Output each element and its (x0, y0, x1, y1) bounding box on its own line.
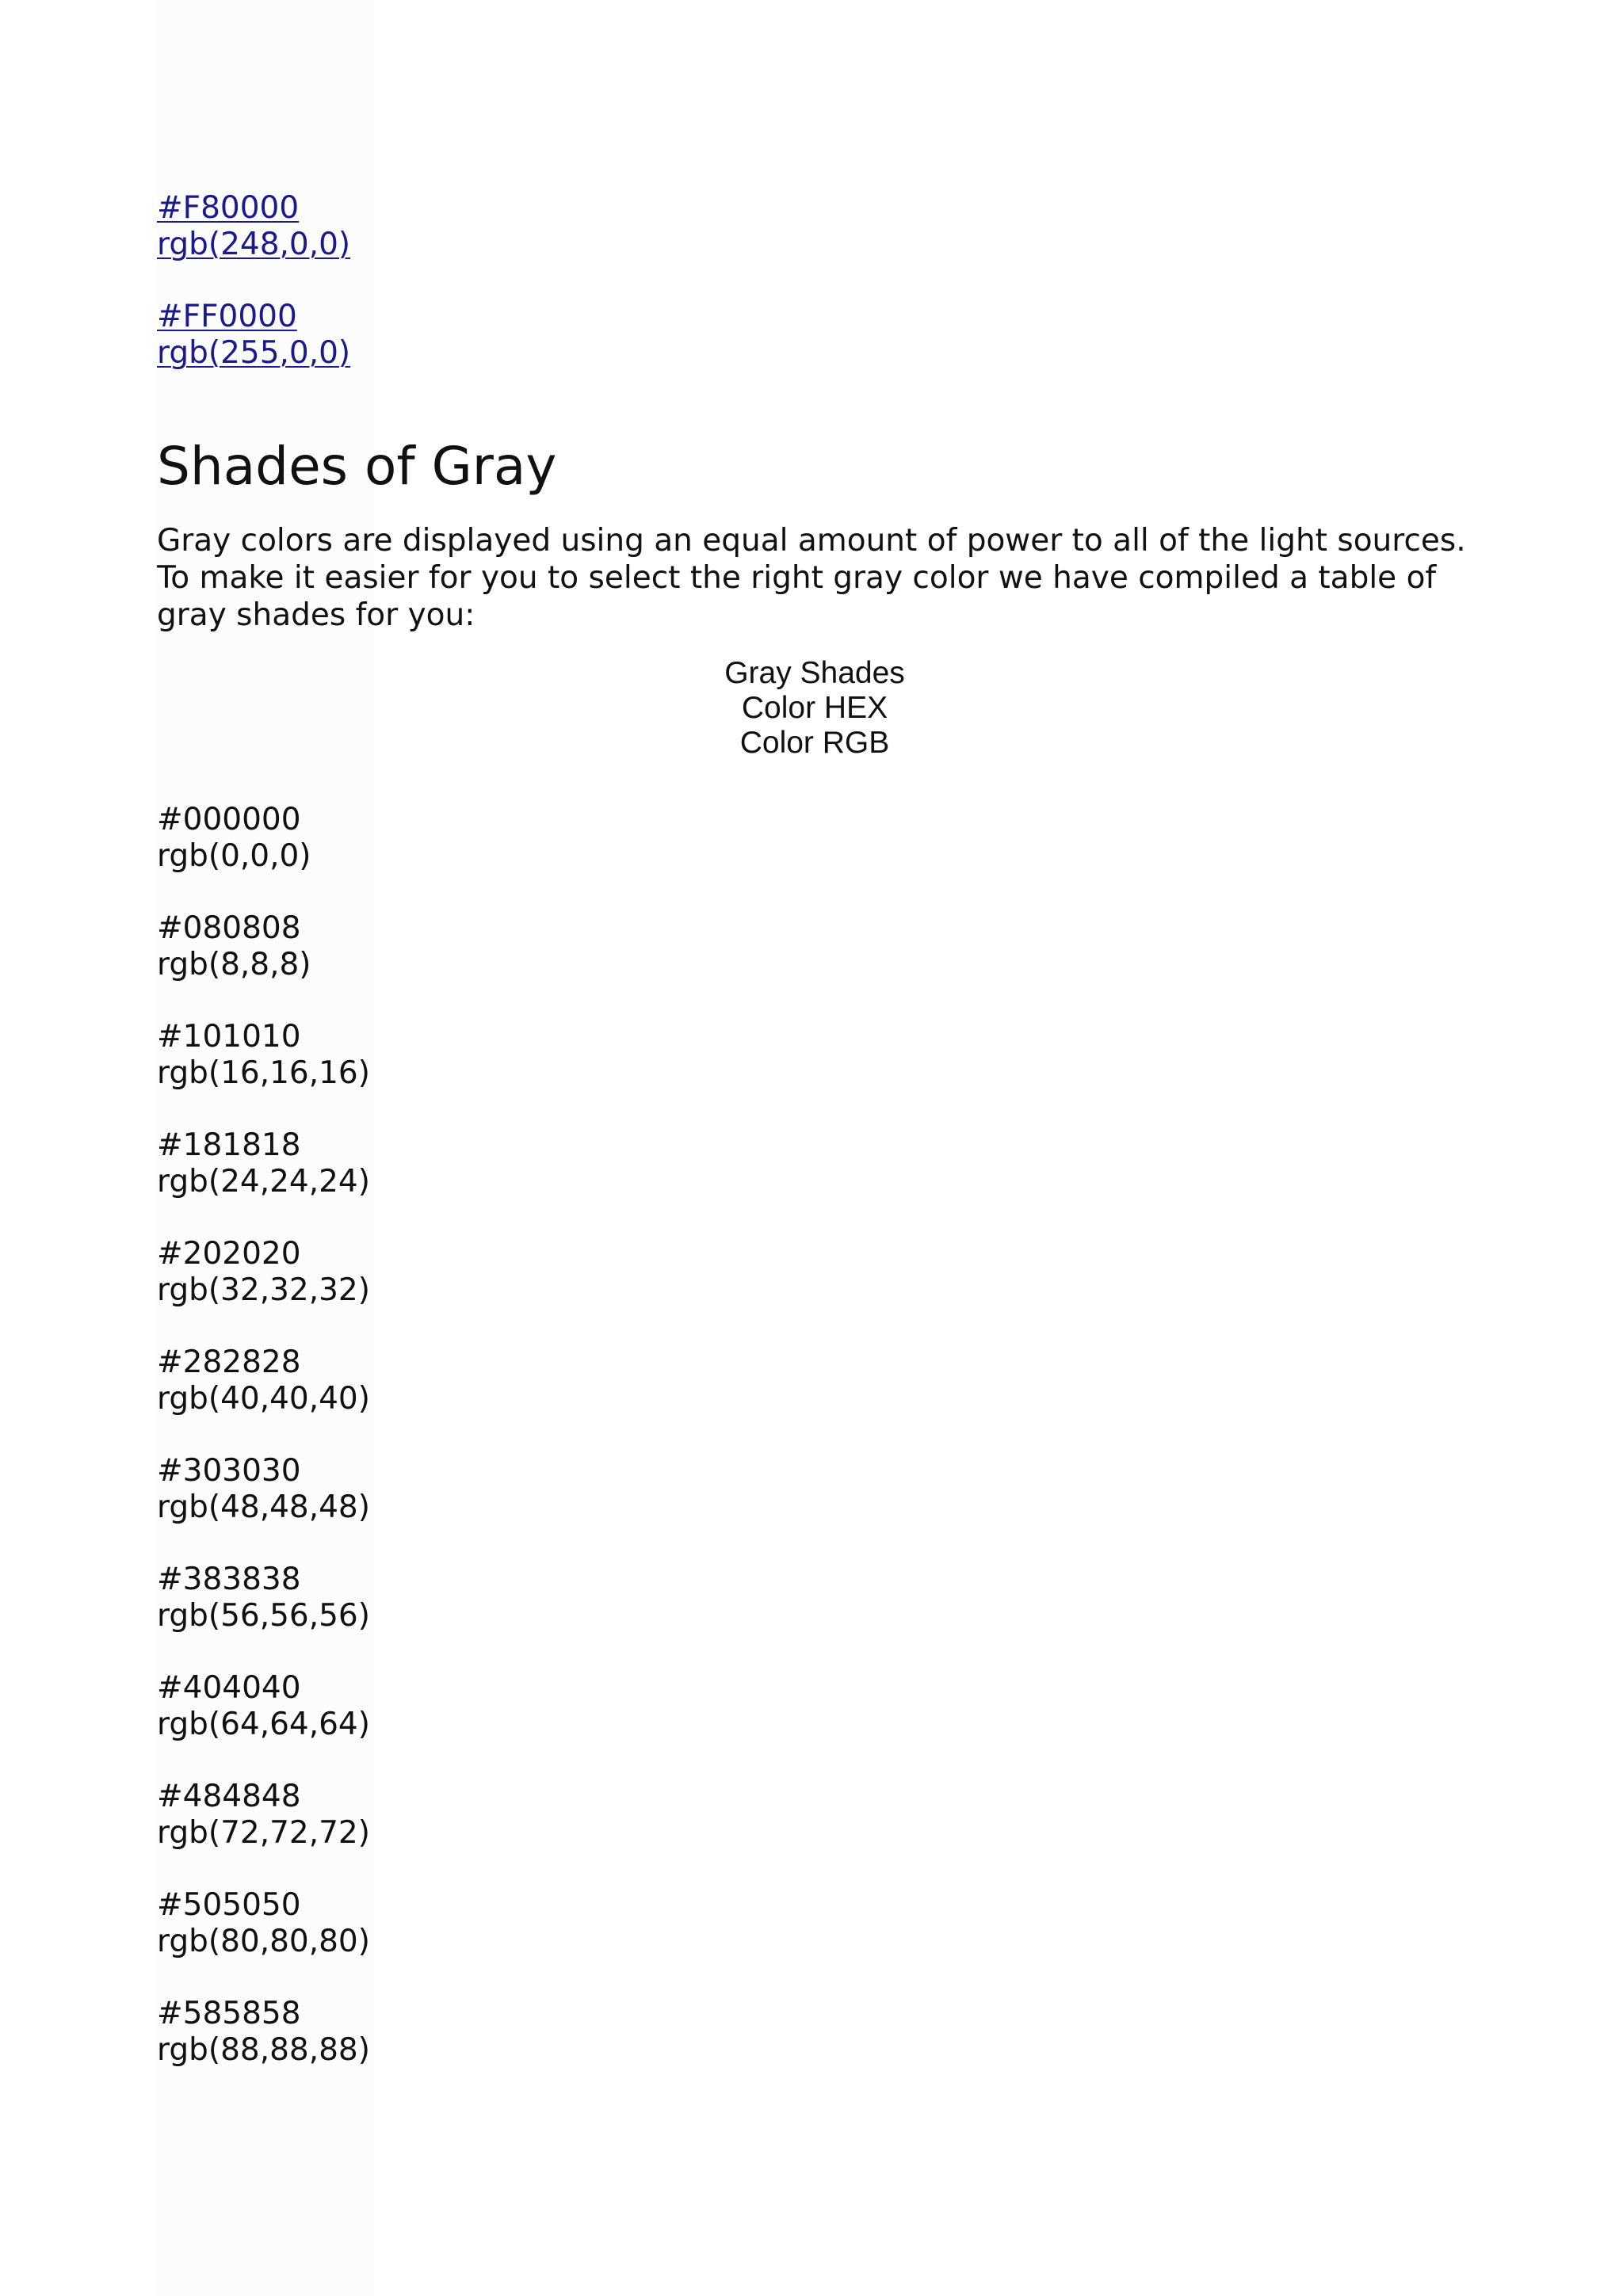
rgb-value: rgb(88,88,88) (157, 2032, 370, 2068)
red-color-entry (157, 190, 1472, 263)
column-header-hex: Color HEX (741, 691, 888, 725)
hex-value: #303030 (157, 1453, 301, 1489)
hex-value: #505050 (157, 1887, 301, 1923)
table-row (157, 1127, 1472, 1200)
rgb-value: rgb(40,40,40) (157, 1381, 370, 1417)
section-intro: Gray colors are displayed using an equal amount of power to all of the light sources. To make it easier for you to select the right gray color we have compiled a table of gray shades for you: (157, 523, 1466, 633)
table-caption: Gray Shades (724, 656, 905, 690)
hex-value: #404040 (157, 1670, 301, 1706)
rgb-value: rgb(48,48,48) (157, 1489, 370, 1525)
rgb-value: rgb(8,8,8) (157, 947, 311, 982)
hex-value: #000000 (157, 802, 301, 837)
rgb-value: rgb(16,16,16) (157, 1055, 370, 1091)
column-header-rgb: Color RGB (739, 726, 890, 760)
table-row (157, 910, 1472, 983)
hex-value: #181818 (157, 1127, 301, 1163)
page-content (157, 190, 1472, 2104)
hex-value: #282828 (157, 1344, 301, 1380)
rgb-value: rgb(24,24,24) (157, 1164, 370, 1199)
table-row (157, 1996, 1472, 2069)
rgb-value: rgb(32,32,32) (157, 1272, 370, 1308)
table-row (157, 1562, 1472, 1634)
gray-shades-list (157, 802, 1472, 2069)
table-row (157, 1236, 1472, 1309)
rgb-value: rgb(64,64,64) (157, 1707, 370, 1742)
gray-shades-table-header (157, 656, 1472, 761)
rgb-value: rgb(80,80,80) (157, 1924, 370, 1959)
hex-value: #101010 (157, 1019, 301, 1055)
table-row (157, 1670, 1472, 1743)
hex-value: #383838 (157, 1562, 301, 1597)
table-row (157, 1887, 1472, 1960)
hex-value: #080808 (157, 910, 301, 946)
section-title: Shades of Gray (157, 436, 557, 497)
table-row (157, 1344, 1472, 1417)
table-row (157, 802, 1472, 875)
table-row (157, 1019, 1472, 1092)
hex-value: #202020 (157, 1236, 301, 1272)
rgb-value: rgb(72,72,72) (157, 1815, 370, 1851)
hex-link[interactable]: #F80000 (157, 190, 300, 226)
red-color-entry (157, 299, 1472, 372)
hex-link[interactable]: #FF0000 (157, 299, 297, 334)
hex-value: #585858 (157, 1996, 301, 2031)
rgb-link[interactable]: rgb(255,0,0) (157, 335, 351, 371)
table-row (157, 1779, 1472, 1852)
table-row (157, 1453, 1472, 1526)
hex-value: #484848 (157, 1779, 301, 1814)
rgb-value: rgb(56,56,56) (157, 1598, 370, 1634)
rgb-value: rgb(0,0,0) (157, 838, 311, 874)
rgb-link[interactable]: rgb(248,0,0) (157, 227, 351, 262)
